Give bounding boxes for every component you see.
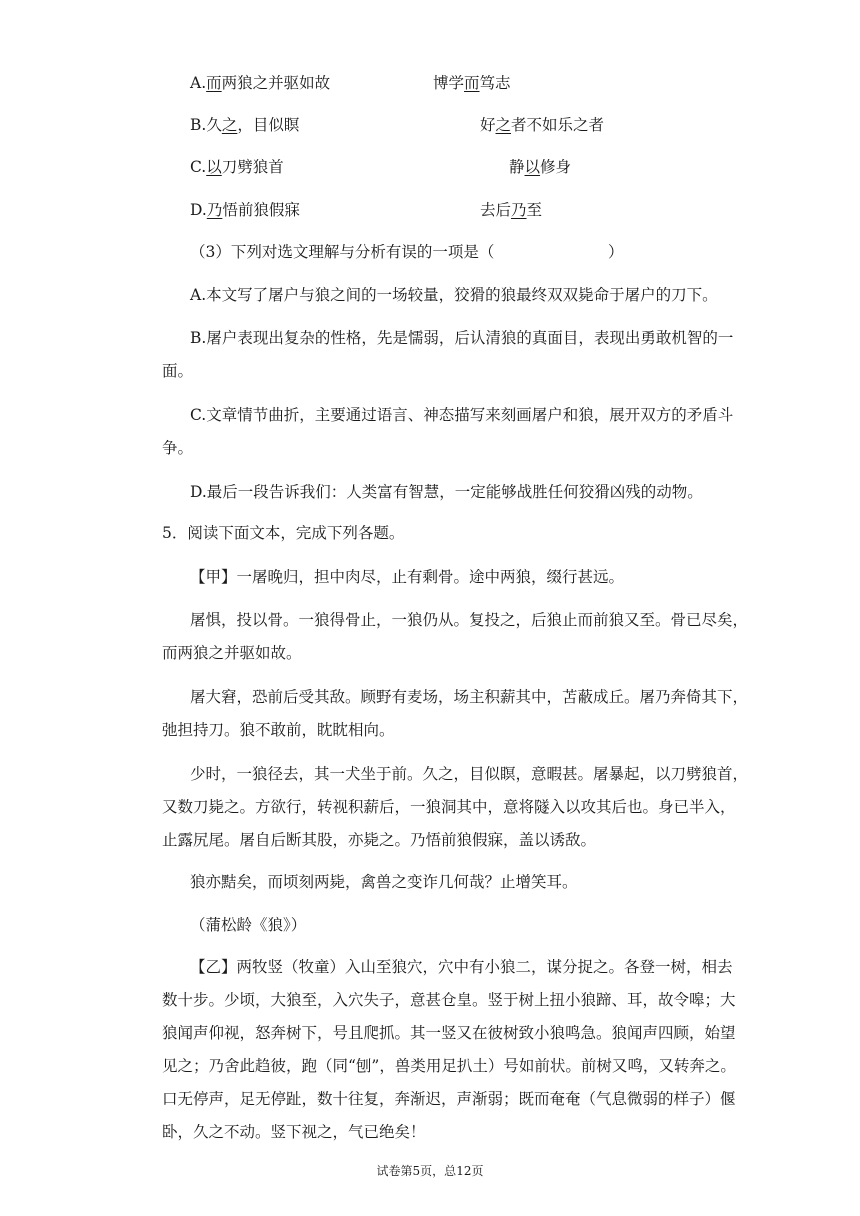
passage-yi-line: 【乙】两牧竖（牧童）入山至狼穴，穴中有小狼二，谋分捉之。各登一树，相去 xyxy=(190,958,733,976)
option-text: 静 xyxy=(509,158,525,176)
option-a-right xyxy=(433,72,511,94)
option-b-right xyxy=(480,114,604,136)
option-text: 者不如乐之者 xyxy=(511,116,605,134)
passage-jia-line: 弛担持刀。狼不敢前，眈眈相向。 xyxy=(162,721,395,739)
passage-jia-line: 狼亦黠矣，而顷刻两毙，禽兽之变诈几何哉？止增笑耳。 xyxy=(190,873,578,891)
option-text: 刀劈狼首 xyxy=(221,158,284,176)
footer-text: 试卷第 xyxy=(376,1164,413,1178)
passage-yi-line: 狼闻声仰视，怒奔树下，号且爬抓。其一竖又在彼树致小狼鸣急。狼闻声四顾，始望 xyxy=(162,1024,736,1042)
underlined-word: 乃 xyxy=(511,201,527,219)
q3-stem-text: （3）下列对选文理解与分析有误的一项是（ xyxy=(190,243,495,261)
option-d-left xyxy=(190,199,300,221)
option-b-left xyxy=(190,114,299,136)
q3-option-d: D.最后一段告诉我们：人类富有智慧，一定能够战胜任何狡猾凶残的动物。 xyxy=(190,483,703,501)
passage-jia-line: 又数刀毙之。方欲行，转视积薪后，一狼洞其中，意将隧入以攻其后也。身已半入， xyxy=(162,798,736,816)
passage-jia-line: 止露尻尾。屠自后断其股，亦毙之。乃悟前狼假寐，盖以诱敌。 xyxy=(162,831,597,849)
option-text: 两狼之并驱如故 xyxy=(221,74,331,92)
total-pages: 12 xyxy=(456,1164,472,1178)
underlined-word: 而 xyxy=(464,74,480,92)
underlined-word: 乃 xyxy=(206,201,223,219)
option-text: 去后 xyxy=(480,201,512,219)
q3-option-b-line1: B.屠户表现出复杂的性格，先是懦弱，后认清狼的真面目，表现出勇敢机智的一 xyxy=(190,329,734,347)
passage-yi-line: 数十步。少顷，大狼至，入穴失子，意甚仓皇。竖于树上扭小狼蹄、耳，故令嗥；大 xyxy=(162,991,736,1009)
passage-source: （蒲松龄《狼》） xyxy=(190,916,307,934)
option-text: 博学 xyxy=(433,74,465,92)
option-text: 好 xyxy=(480,116,496,134)
page-number: 5 xyxy=(412,1164,421,1178)
q3-option-c-line1: C.文章情节曲折，主要通过语言、神态描写来刻画屠户和狼，展开双方的矛盾斗 xyxy=(190,406,734,424)
option-text: 至 xyxy=(526,201,543,219)
underlined-word: 以 xyxy=(206,158,222,176)
footer-text: 页 xyxy=(471,1164,484,1178)
option-c-left xyxy=(190,156,284,178)
passage-yi-line: 卧，久之不动。竖下视之，气已绝矣！ xyxy=(162,1123,426,1141)
option-text: 悟前狼假寐 xyxy=(222,201,300,219)
q3-stem xyxy=(190,241,494,263)
q3-option-b-line2: 面。 xyxy=(162,362,194,380)
underlined-word: 之 xyxy=(221,116,238,134)
passage-yi-line: 见之；乃舍此趋彼，跑（同“刨”，兽类用足扒土）号如前状。前树又鸣，又转奔之。 xyxy=(162,1057,736,1075)
q3-option-a: A.本文写了屠户与狼之间的一场较量，狡猾的狼最终双双毙命于屠户的刀下。 xyxy=(190,286,718,304)
passage-jia-line: 而两狼之并驱如故。 xyxy=(162,644,302,662)
option-d-right xyxy=(480,199,542,221)
q3-stem-close: ） xyxy=(608,243,624,261)
option-label: A. xyxy=(190,74,207,92)
option-label: B.久 xyxy=(190,116,222,134)
q5-title: 5．阅读下面文本，完成下列各题。 xyxy=(162,524,405,542)
option-text: ，目似瞑 xyxy=(237,116,300,134)
page-footer xyxy=(0,1163,860,1179)
underlined-word: 以 xyxy=(524,158,541,176)
underlined-word: 之 xyxy=(495,116,512,134)
footer-text: 页，总 xyxy=(420,1164,457,1178)
passage-jia-line: 少时，一狼径去，其一犬坐于前。久之，目似瞑，意暇甚。屠暴起，以刀劈狼首， xyxy=(190,765,749,783)
underlined-word: 而 xyxy=(206,74,222,92)
option-text: 笃志 xyxy=(479,74,511,92)
option-c-right xyxy=(509,156,571,178)
option-a-left xyxy=(190,72,330,94)
option-label: D. xyxy=(190,201,207,219)
passage-jia-line: 屠大窘，恐前后受其敌。顾野有麦场，场主积薪其中，苫蔽成丘。屠乃奔倚其下， xyxy=(190,688,749,706)
passage-jia-line: 屠惧，投以骨。一狼得骨止，一狼仍从。复投之，后狼止而前狼又至。骨已尽矣， xyxy=(190,611,749,629)
option-label: C. xyxy=(190,158,207,176)
passage-jia-line: 【甲】一屠晚归，担中肉尽，止有剩骨。途中两狼，缀行甚远。 xyxy=(190,568,625,586)
option-text: 修身 xyxy=(540,158,572,176)
q3-option-c-line2: 争。 xyxy=(162,439,194,457)
passage-yi-line: 口无停声，足无停趾，数十往复，奔渐迟，声渐弱；既而奄奄（气息微弱的样子）偃 xyxy=(162,1090,736,1108)
